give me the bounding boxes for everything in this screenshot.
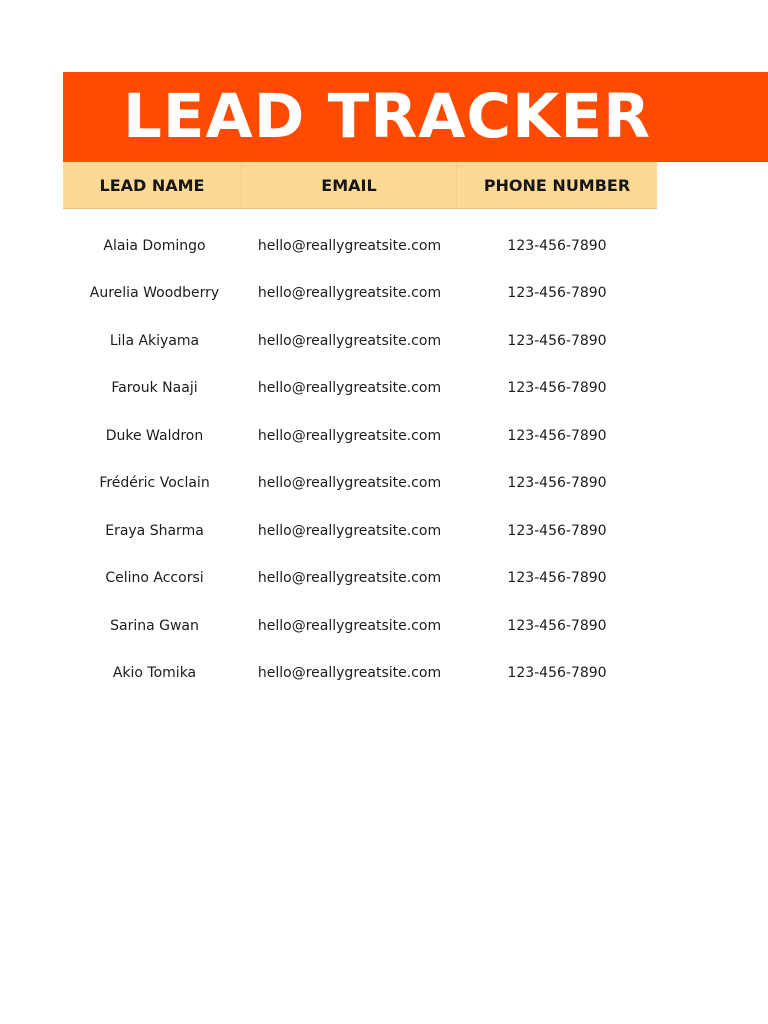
email-cell: hello@reallygreatsite.com [257, 665, 442, 682]
title-banner [63, 72, 768, 162]
lead-name-cell: Farouk Naaji [111, 380, 198, 397]
table-row [63, 222, 657, 270]
email-cell: hello@reallygreatsite.com [257, 285, 442, 302]
table-row [63, 650, 657, 698]
phone-cell: 123-456-7890 [507, 332, 607, 349]
header-email: EMAIL [242, 162, 457, 208]
lead-name-cell: Eraya Sharma [105, 522, 204, 539]
phone-cell: 123-456-7890 [507, 475, 607, 492]
phone-cell: 123-456-7890 [507, 617, 607, 634]
table-row [63, 602, 657, 650]
lead-name-cell: Akio Tomika [112, 665, 197, 682]
table-row [63, 317, 657, 365]
phone-cell: 123-456-7890 [507, 665, 607, 682]
phone-cell: 123-456-7890 [507, 237, 607, 254]
email-cell: hello@reallygreatsite.com [257, 427, 442, 444]
email-cell: hello@reallygreatsite.com [257, 332, 442, 349]
email-cell: hello@reallygreatsite.com [257, 380, 442, 397]
lead-name-cell: Duke Waldron [105, 427, 204, 444]
table-row [63, 270, 657, 318]
lead-name-cell: Celino Accorsi [105, 570, 204, 587]
phone-cell: 123-456-7890 [507, 285, 607, 302]
header-lead-name: LEAD NAME [63, 162, 242, 208]
email-cell: hello@reallygreatsite.com [257, 617, 442, 634]
phone-cell: 123-456-7890 [507, 570, 607, 587]
lead-table [63, 162, 657, 697]
table-row [63, 365, 657, 413]
table-header-row [63, 162, 657, 209]
page-title: LEAD TRACKER [123, 81, 652, 152]
lead-name-cell: Frédéric Voclain [99, 475, 210, 492]
phone-cell: 123-456-7890 [507, 380, 607, 397]
table-row [63, 412, 657, 460]
email-cell: hello@reallygreatsite.com [257, 522, 442, 539]
lead-name-cell: Sarina Gwan [110, 617, 199, 634]
table-row [63, 460, 657, 508]
table-row [63, 507, 657, 555]
email-cell: hello@reallygreatsite.com [257, 237, 442, 254]
table-body [63, 222, 657, 697]
lead-name-cell: Alaia Domingo [103, 237, 206, 254]
email-cell: hello@reallygreatsite.com [257, 570, 442, 587]
table-row [63, 555, 657, 603]
email-cell: hello@reallygreatsite.com [257, 475, 442, 492]
lead-name-cell: Aurelia Woodberry [89, 285, 220, 302]
phone-cell: 123-456-7890 [507, 522, 607, 539]
lead-name-cell: Lila Akiyama [109, 332, 200, 349]
header-phone-number: PHONE NUMBER [483, 175, 631, 195]
phone-cell: 123-456-7890 [507, 427, 607, 444]
